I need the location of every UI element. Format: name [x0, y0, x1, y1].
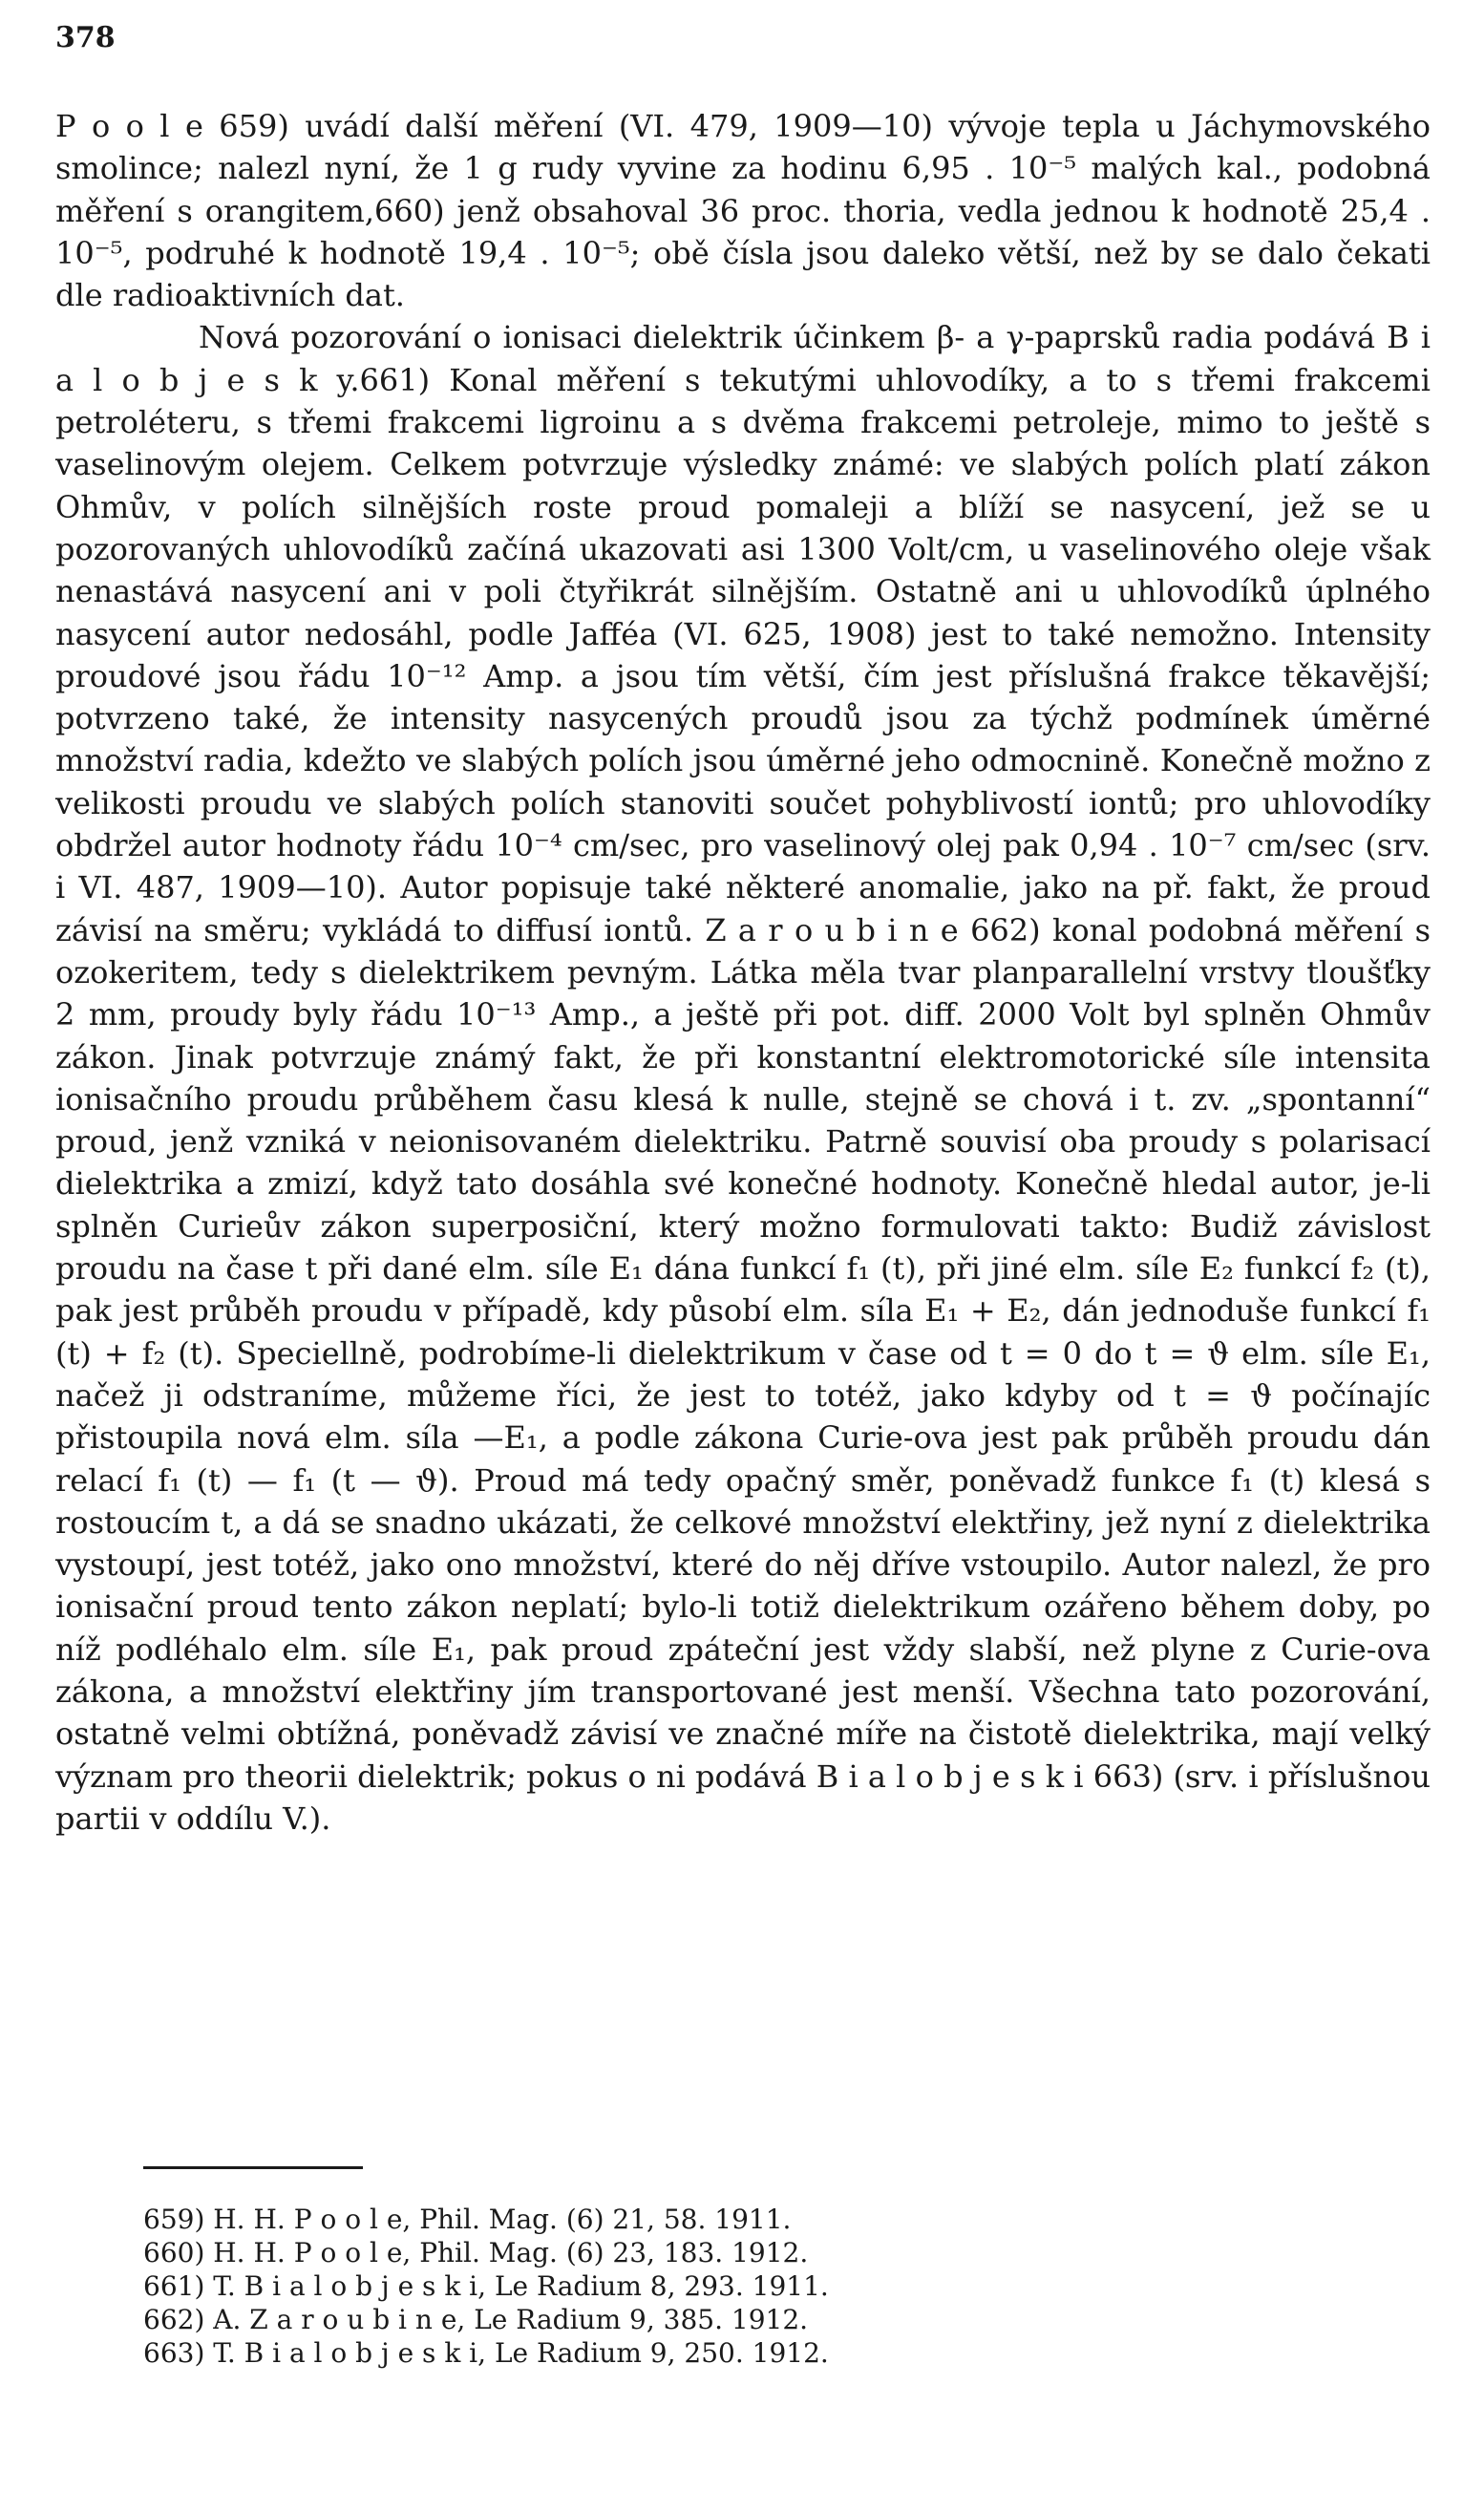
main-text — [55, 105, 1431, 1840]
footnote-659: 659) H. H. P o o l e, Phil. Mag. (6) 21, 58. 1911. — [143, 2204, 792, 2235]
footnote-660: 660) H. H. P o o l e, Phil. Mag. (6) 23, 183. 1912. — [143, 2237, 809, 2268]
paragraph-ionisation: Nová pozorování o ionisaci dielektrik účinkem β- a γ-paprsků radia podává B i a l o b j e s k y.661) Konal měření s tekutými uhlovodíky, a to s třemi frakcemi petroléteru, s třemi frakcemi ligroinu a s dvěma frakcemi petroleje, mimo to ještě s vaselinovým olejem. Celkem potvrzuje výsledky známé: ve slabých polích platí zákon Ohmův, v polích silnějších roste proud pomaleji a blíží se nasycení, jež se u pozorovaných uhlovodíků začíná ukazovati asi 1300 Volt/cm, u vaselinového oleje však nenastává nasycení ani v poli čtyřikrát silnějším. Ostatně ani u uhlovodíků úplného nasycení autor nedosáhl, podle Jafféa (VI. 625, 1908) jest to také nemožno. Intensity proudové jsou řádu 10⁻¹² Amp. a jsou tím větší, čím jest příslušná frakce těkavější; potvrzeno také, že intensity nasycených proudů jsou za týchž podmínek úměrné množství radia, kdežto ve slabých polích jsou úměrné jeho odmocnině. Konečně možno z velikosti proudu ve slabých polích stanoviti součet pohyblivostí iontů; pro uhlovodíky obdržel autor hodnoty řádu 10⁻⁴ cm/sec, pro vaselinový olej pak 0,94 . 10⁻⁷ cm/sec (srv. i VI. 487, 1909—10). Autor popisuje také některé anomalie, jako na př. fakt, že proud závisí na směru; vykládá to diffusí iontů. Z a r o u b i n e 662) konal podobná měření s ozokeritem, tedy s dielektrikem pevným. Látka měla tvar planparallelní vrstvy tloušťky 2 mm, proudy byly řádu 10⁻¹³ Amp., a ještě při pot. diff. 2000 Volt byl splněn Ohmův zákon. Jinak potvrzuje známý fakt, že při konstantní elektromotorické síle intensita ionisačního proudu průběhem času klesá k nulle, stejně se chová i t. zv. „spontanní“ proud, jenž vzniká v neionisovaném dielektriku. Patrně souvisí oba proudy s polarisací dielektrika a zmizí, když tato dosáhla své konečné hodnoty. Konečně hledal autor, je-li splněn Curieův zákon superposiční, který možno formulovati takto: Budiž závislost proudu na čase t při dané elm. síle E₁ dána funkcí f₁ (t), při jiné elm. síle E₂ funkcí f₂ (t), pak jest průběh proudu v případě, kdy působí elm. síla E₁ + E₂, dán jednoduše funkcí f₁ (t) + f₂ (t). Speciellně, podrobíme-li dielektrikum v čase od t = 0 do t = ϑ elm. síle E₁, načež ji odstraníme, můžeme říci, že jest to totéž, jako kdyby od t = ϑ počínajíc přistoupila nová elm. síla —E₁, a podle zákona Curie-ova jest pak průběh proudu dán relací f₁ (t) — f₁ (t — ϑ). Proud má tedy opačný směr, poněvadž funkce f₁ (t) klesá s rostoucím t, a dá se snadno ukázati, že celkové množství elektřiny, jež nyní z dielektrika vystoupí, jest totéž, jako ono množství, které do něj dříve vstoupilo. Autor nalezl, že pro ionisační proud tento zákon neplatí; bylo-li totiž dielektrikum ozářeno během doby, po níž podléhalo elm. síle E₁, pak proud zpáteční jest vždy slabší, než plyne z Curie-ova zákona, a množství elektřiny jím transportované jest menší. Všechna tato pozorování, ostatně velmi obtížná, poněvadž závisí ve značné míře na čistotě dielektrika, mají velký význam pro theorii dielektrik; pokus o ni podává B i a l o b j e s k i 663) (srv. i příslušnou partii v oddílu V.). — [55, 319, 1431, 1837]
page-number: 378 — [55, 21, 116, 54]
footnote-separator — [143, 2166, 363, 2169]
footnote-662: 662) A. Z a r o u b i n e, Le Radium 9, 385. 1912. — [143, 2304, 809, 2335]
paragraph-poole: P o o l e 659) uvádí další měření (VI. 479, 1909—10) vývoje tepla u Jáchymovského smolince; nalezl nyní, že 1 g rudy vyvine za hodinu 6,95 . 10⁻⁵ malých kal., podobná měření s orangitem,660) jenž obsahoval 36 proc. thoria, vedla jednou k hodnotě 25,4 . 10⁻⁵, podruhé k hodnotě 19,4 . 10⁻⁵; obě čísla jsou daleko větší, než by se dalo čekati dle radioaktivních dat. — [55, 108, 1431, 314]
footnote-663: 663) T. B i a l o b j e s k i, Le Radium 9, 250. 1912. — [143, 2337, 829, 2369]
footnotes — [143, 2203, 1194, 2370]
footnote-661: 661) T. B i a l o b j e s k i, Le Radium 8, 293. 1911. — [143, 2270, 829, 2302]
